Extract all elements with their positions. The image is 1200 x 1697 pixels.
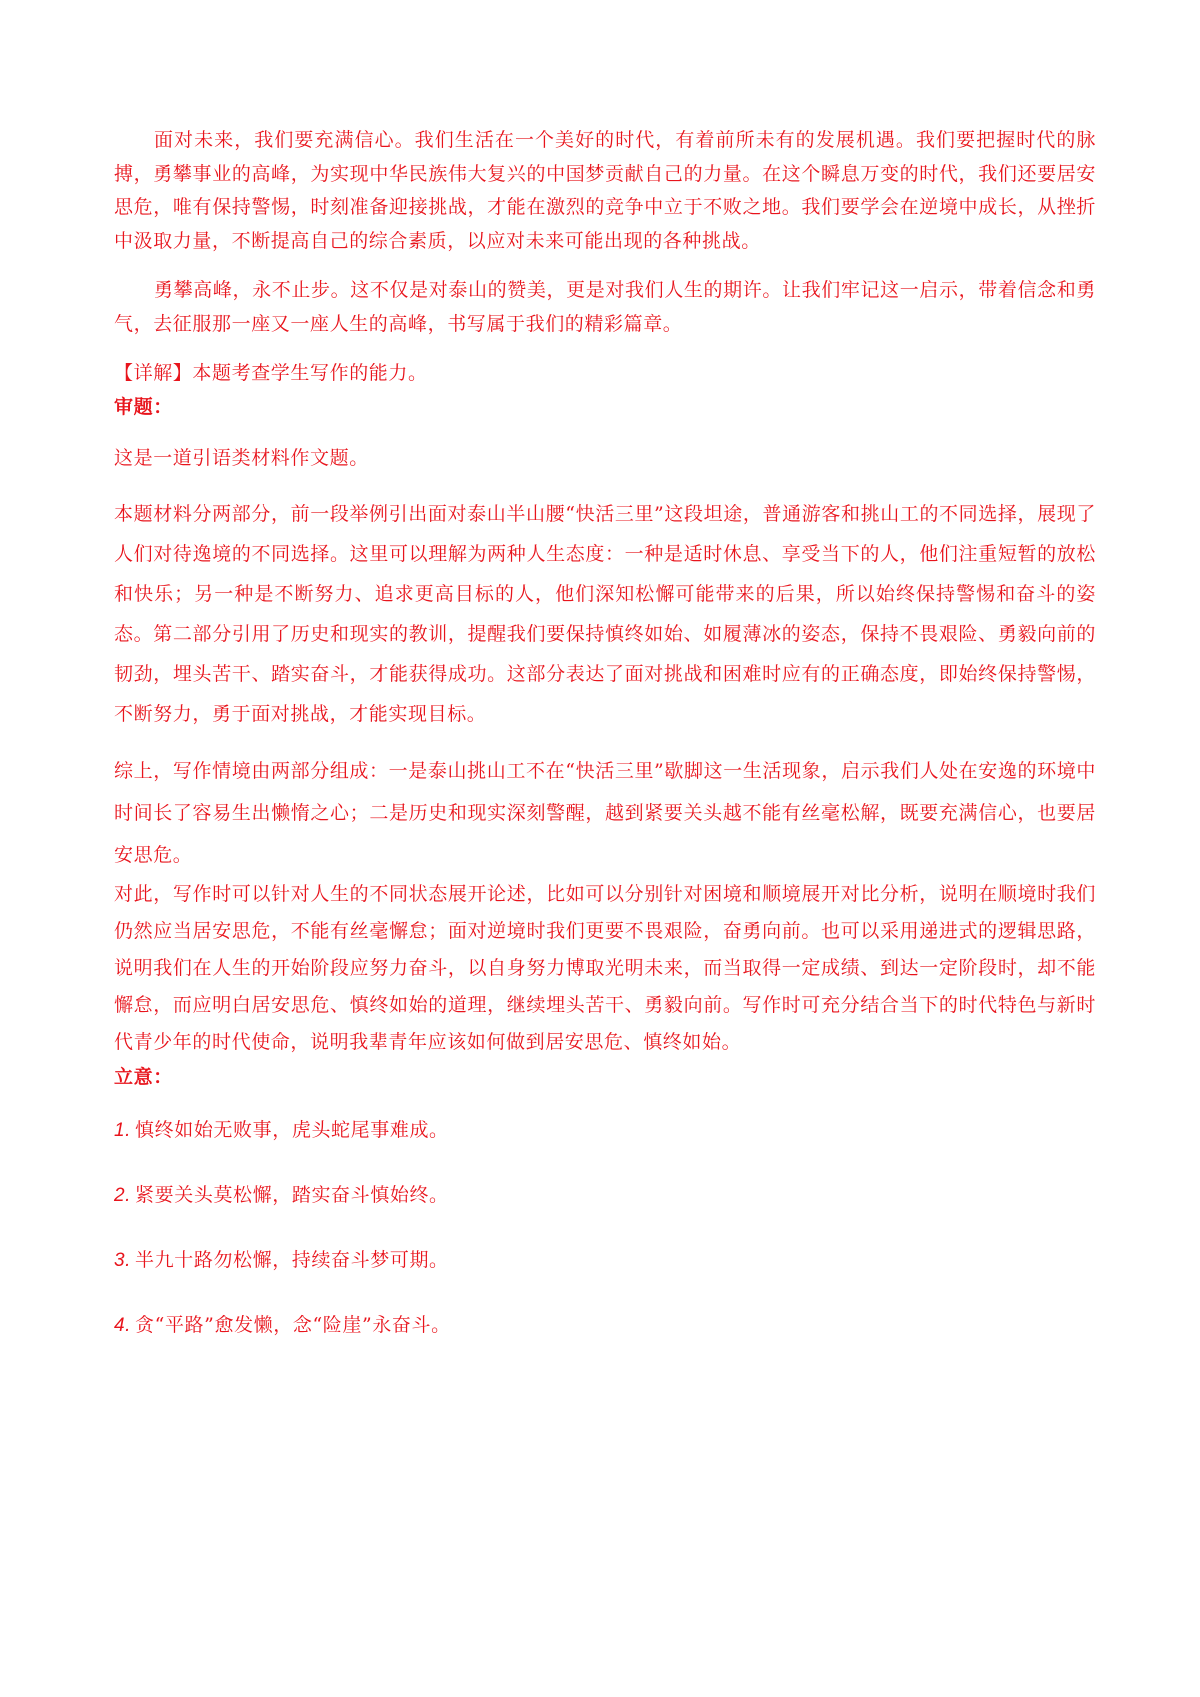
writing-guide-paragraph: 对此，写作时可以针对人生的不同状态展开论述，比如可以分别针对困境和顺境展开对比分析，说明在顺境时我们仍然应当居安思危，不能有丝毫懈怠；面对逆境时我们更要不畏艰险，奋勇向前。也可以采用递进式的逻辑思路，说明我们在人生的开始阶段应努力奋斗，以自身努力博取光明未来，而当取得一定成绩、到达一定阶段时，却不能懈怠，而应明白居安思危、慎终如始的道理，继续埋头苦干、勇毅向前。写作时可充分结合当下的时代特色与新时代青少年的时代使命，说明我辈青年应该如何做到居安思危、慎终如始。	[114, 882, 1096, 1053]
idea-text: 贪“平路”愈发懒，念“险崖”永奋斗。	[135, 1314, 451, 1336]
idea-text: 紧要关头莫松懈，踏实奋斗慎始终。	[135, 1184, 449, 1206]
essay-paragraph-1: 面对未来，我们要充满信心。我们生活在一个美好的时代，有着前所未有的发展机遇。我们要把握时代的脉搏，勇攀事业的高峰，为实现中华民族伟大复兴的中国梦贡献自己的力量。在这个瞬息万变的时代，我们还要居安思危，唯有保持警惕，时刻准备迎接挑战，才能在激烈的竞争中立于不败之地。我们要学会在逆境中成长，从挫折中汲取力量，不断提高自己的综合素质，以应对未来可能出现的各种挑战。	[114, 129, 1096, 252]
document-page	[114, 124, 1096, 1374]
idea-text: 慎终如始无败事，虎头蛇尾事难成。	[135, 1119, 449, 1141]
idea-number: 1.	[114, 1120, 132, 1141]
idea-text: 半九十路勿松懈，持续奋斗梦可期。	[135, 1249, 449, 1271]
idea-number: 2.	[114, 1185, 132, 1206]
essay-paragraph-2: 勇攀高峰，永不止步。这不仅是对泰山的赞美，更是对我们人生的期许。让我们牢记这一启示，带着信念和勇气，去征服那一座又一座人生的高峰，书写属于我们的精彩篇章。	[114, 279, 1096, 335]
ideas-list	[114, 1114, 1096, 1342]
detail-label: 【详解】	[114, 362, 193, 384]
liyi-heading: 立意：	[114, 1065, 173, 1088]
idea-item	[114, 1114, 1096, 1147]
detail-text: 本题考查学生写作的能力。	[192, 362, 428, 384]
detail-line	[114, 357, 1096, 391]
idea-number: 4.	[114, 1315, 132, 1336]
shenti-heading: 审题：	[114, 395, 173, 418]
idea-item	[114, 1244, 1096, 1277]
idea-item	[114, 1179, 1096, 1212]
idea-item	[114, 1309, 1096, 1342]
shenti-intro: 这是一道引语类材料作文题。	[114, 447, 369, 469]
summary-paragraph: 综上，写作情境由两部分组成：一是泰山挑山工不在“快活三里”歇脚这一生活现象，启示我们人处在安逸的环境中时间长了容易生出懒惰之心；二是历史和现实深刻警醒，越到紧要关头越不能有丝毫松解，既要充满信心，也要居安思危。	[114, 759, 1096, 866]
idea-number: 3.	[114, 1250, 132, 1271]
shenti-body: 本题材料分两部分，前一段举例引出面对泰山半山腰“快活三里”这段坦途，普通游客和挑山工的不同选择，展现了人们对待逸境的不同选择。这里可以理解为两种人生态度：一种是适时休息、享受当下的人，他们注重短暂的放松和快乐；另一种是不断努力、追求更高目标的人，他们深知松懈可能带来的后果，所以始终保持警惕和奋斗的姿态。第二部分引用了历史和现实的教训，提醒我们要保持慎终如始、如履薄冰的姿态，保持不畏艰险、勇毅向前的韧劲，埋头苦干、踏实奋斗，才能获得成功。这部分表达了面对挑战和困难时应有的正确态度，即始终保持警惕，不断努力，勇于面对挑战，才能实现目标。	[114, 502, 1096, 725]
